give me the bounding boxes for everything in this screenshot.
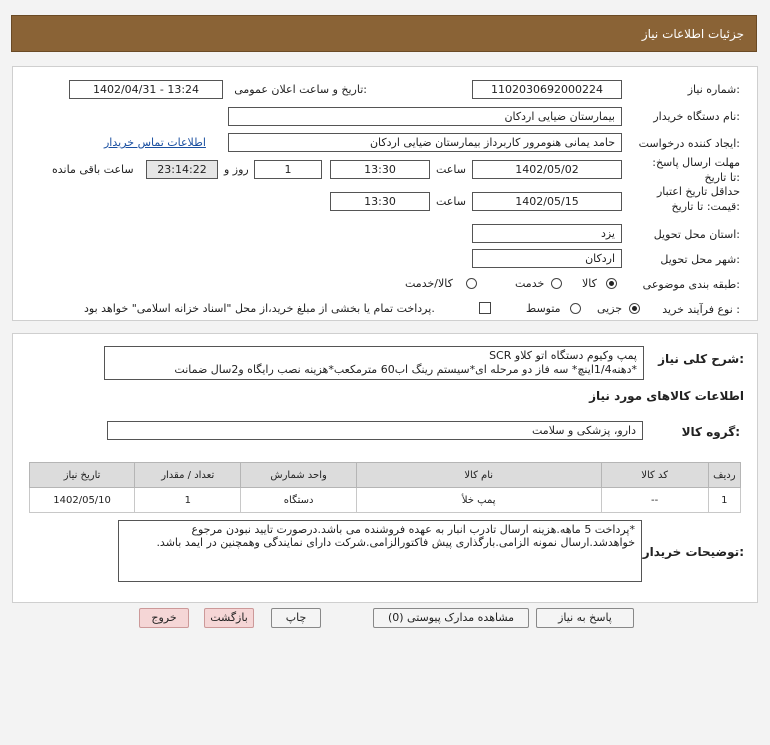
buyer-label: نام دستگاه خریدار: [653, 110, 740, 123]
city-field: اردکان [472, 249, 622, 268]
remaining-time-field: 23:14:22 [146, 160, 218, 179]
col-unit: واحد شمارش [241, 463, 357, 488]
col-row: ردیف [708, 463, 740, 488]
exit-button[interactable]: خروج [139, 608, 189, 628]
description-line-1: پمپ وکیوم دستگاه اتو کلاو SCR [489, 349, 637, 362]
category-both-radio[interactable] [466, 278, 477, 289]
col-date: تاریخ نیاز [30, 463, 135, 488]
cell-name: پمپ خلأ [356, 488, 601, 513]
treasury-payment-label: پرداخت تمام یا بخشی از مبلغ خرید،از محل "اسناد خزانه اسلامی" خواهد بود. [84, 302, 435, 315]
process-label: نوع فرآیند خرید : [662, 303, 740, 316]
send-time-label: ساعت [436, 163, 466, 176]
send-deadline-label: مهلت ارسال پاسخ: تا تاریخ: [652, 156, 740, 184]
process-minor-label: جزیی [597, 302, 623, 315]
days-field: 1 [254, 160, 322, 179]
cell-date: 1402/05/10 [30, 488, 135, 513]
col-qty: تعداد / مقدار [135, 463, 241, 488]
remaining-label: ساعت باقی مانده [52, 163, 134, 176]
days-label: روز و [224, 163, 249, 176]
need-number-label: شماره نیاز: [687, 83, 740, 96]
col-code: کد کالا [601, 463, 708, 488]
print-button[interactable]: چاپ [271, 608, 321, 628]
creator-label: ایجاد کننده درخواست: [638, 137, 740, 150]
page-title: جزئیات اطلاعات نیاز [641, 27, 744, 41]
cell-code: -- [601, 488, 708, 513]
process-minor-radio[interactable] [629, 303, 640, 314]
announce-field: 1402/04/31 - 13:24 [69, 80, 223, 99]
cell-qty: 1 [135, 488, 241, 513]
category-goods-label: کالا [582, 277, 597, 290]
goods-table [29, 462, 741, 513]
back-button[interactable]: بازگشت [204, 608, 254, 628]
category-service-label: خدمت [515, 277, 545, 290]
buyer-field: بیمارستان ضیایی اردکان [228, 107, 622, 126]
reply-button[interactable]: پاسخ به نیاز [536, 608, 634, 628]
buyer-notes-box: *پرداخت 5 ماهه.هزینه ارسال تادرب انبار به عهده فروشنده می باشد.درصورت تایید نبودن مرجوع خواهدشد.ارسال نمونه الزامی.بارگذاری پیش فاکتورالزامی.شرکت دارای نمایندگی وهمچنین در ایمد باشد. [118, 520, 642, 582]
goods-section-title: اطلاعات کالاهای مورد نیاز [589, 389, 744, 403]
goods-table-header [30, 463, 741, 488]
treasury-payment-checkbox[interactable] [479, 302, 491, 314]
table-row [30, 488, 741, 513]
col-name: نام کالا [356, 463, 601, 488]
description-box [104, 346, 644, 380]
goods-group-label: گروه کالا: [681, 425, 740, 439]
page-header [11, 15, 757, 52]
goods-group-field: دارو، پزشکی و سلامت [107, 421, 643, 440]
need-number-field: 1102030692000224 [472, 80, 622, 99]
city-label: شهر محل تحویل: [660, 253, 740, 266]
category-goods-radio[interactable] [606, 278, 617, 289]
attachments-button[interactable]: مشاهده مدارک پیوستی (0) [373, 608, 529, 628]
category-label: طبقه بندی موضوعی: [642, 278, 740, 291]
process-medium-label: متوسط [526, 302, 561, 315]
description-label: شرح کلی نیاز: [658, 352, 744, 366]
cell-unit: دستگاه [241, 488, 357, 513]
buyer-notes-label: توضیحات خریدار: [642, 545, 744, 559]
contact-buyer-link[interactable]: اطلاعات تماس خریدار [104, 136, 206, 149]
send-time-field: 13:30 [330, 160, 430, 179]
announce-label: تاریخ و ساعت اعلان عمومی: [234, 83, 367, 96]
creator-field: حامد یمانی هنومرور کاربرداز بیمارستان ضیایی اردکان [228, 133, 622, 152]
category-service-radio[interactable] [551, 278, 562, 289]
cell-row: 1 [708, 488, 740, 513]
category-both-label: کالا/خدمت [405, 277, 453, 290]
province-field: یزد [472, 224, 622, 243]
validity-label: حداقل تاریخ اعتبار قیمت: تا تاریخ: [656, 185, 740, 213]
send-date-field: 1402/05/02 [472, 160, 622, 179]
process-medium-radio[interactable] [570, 303, 581, 314]
validity-time-label: ساعت [436, 195, 466, 208]
validity-time-field: 13:30 [330, 192, 430, 211]
province-label: استان محل تحویل: [653, 228, 740, 241]
validity-date-field: 1402/05/15 [472, 192, 622, 211]
description-line-2: *دهنه1/4اینچ* سه فاز دو مرحله ای*سیستم رینگ اب60 مترمکعب*هزینه نصب رایگاه و2سال ضمانت [174, 363, 637, 376]
